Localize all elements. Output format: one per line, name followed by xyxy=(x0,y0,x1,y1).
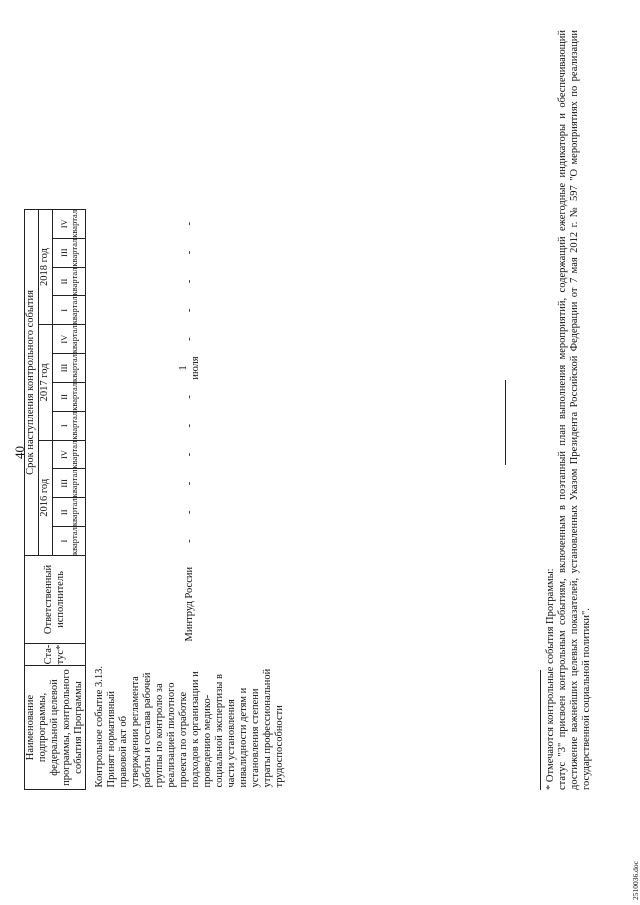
footnote-rule xyxy=(540,670,541,790)
header-quarter: II квартал xyxy=(52,498,85,527)
deadline-cell: - xyxy=(184,222,195,226)
header-quarter: I квартал xyxy=(52,411,85,440)
deadline-cell: - xyxy=(184,308,195,313)
deadline-cell: - xyxy=(184,250,195,255)
header-quarter: III квартал xyxy=(52,354,85,383)
header-status-column: Ста- тус* xyxy=(25,644,86,666)
control-event-executor: Минтруд России xyxy=(184,566,195,642)
footnote-text: статус "3" присвоен контрольным событиям, включенным в поэтапный план выполнения мероприятий, содержащий ежегодные индикаторы и обеспечивающий достижение важнейших целевых показателей, установленных Указом Президента Российской Федерации от 7 мая 2012 г. № 597 "О мероприятиях по реализации государственной социальной политики". xyxy=(557,30,592,790)
header-executor-column: Ответственный исполнитель xyxy=(25,556,86,644)
header-quarter: I квартал xyxy=(52,296,85,325)
deadline-cell: - xyxy=(184,337,195,341)
deadline-cell: - xyxy=(184,452,195,457)
deadline-cell: - xyxy=(184,279,195,284)
header-name-column: Наименование подпрограммы, федеральной целевой программы, контрольного события Программы xyxy=(25,666,86,790)
separator-line xyxy=(505,380,506,465)
header-year-2018: 2018 год xyxy=(38,209,52,324)
deadline-cell: - xyxy=(184,539,195,543)
deadline-cell: 1 июля xyxy=(178,356,201,380)
header-quarter: IV квартал xyxy=(52,440,85,469)
header-deadline-group: Срок наступления контрольного события xyxy=(25,209,39,555)
header-quarter: IV квартал xyxy=(52,325,85,354)
header-quarter: II квартал xyxy=(52,267,85,296)
header-quarter: I квартал xyxy=(52,527,85,556)
header-quarter: III квартал xyxy=(52,469,85,498)
deadline-cell: - xyxy=(184,481,195,486)
deadline-cell: - xyxy=(184,423,195,428)
file-id: 2510036.doc xyxy=(631,861,640,900)
table-row xyxy=(86,209,287,789)
deadline-cell: - xyxy=(184,395,195,399)
footnotes xyxy=(540,30,593,790)
deadline-cell: - xyxy=(184,510,195,514)
page-number: 40 xyxy=(12,446,27,459)
control-event-name: Контрольное событие 3.13. Принят нормативный правовой акт об утверждении регламента работы и состава рабочей группы по контролю за реализацией пилотного проекта по отработке подходов к организации и проведению медико-социальной экспертизы в части установления инвалидности детям и установления степени утраты профессиональной трудоспособности xyxy=(94,665,285,788)
footnote-title: * Отмечаются контрольные события Программы: xyxy=(545,568,556,790)
control-event-status xyxy=(86,644,287,666)
header-quarter: IV квартал xyxy=(52,209,85,238)
control-events-table xyxy=(24,209,286,790)
header-year-2017: 2017 год xyxy=(38,325,52,440)
header-quarter: II квартал xyxy=(52,382,85,411)
header-quarter: III квартал xyxy=(52,238,85,267)
header-year-2016: 2016 год xyxy=(38,440,52,555)
